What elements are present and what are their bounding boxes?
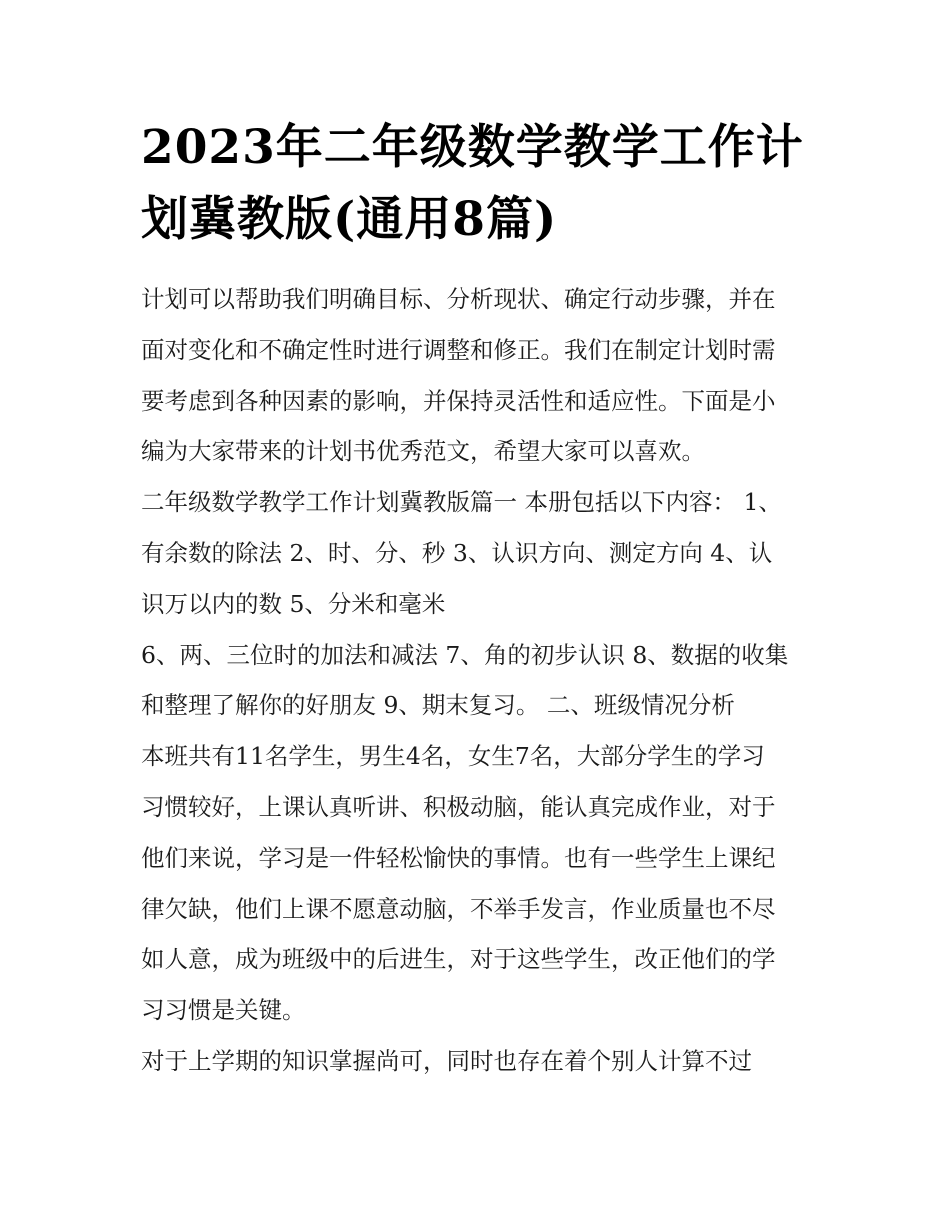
text-line: 识万以内的数 5、分米和毫米 [141, 589, 446, 618]
text-line: 对于上学期的知识掌握尚可，同时也存在着个别人计算不过 [141, 1046, 752, 1075]
document-body [141, 274, 821, 1087]
document-title [141, 112, 821, 256]
text-line: 面对变化和不确定性时进行调整和修正。我们在制定计划时需 [141, 335, 776, 364]
text-line: 二年级数学教学工作计划冀教版篇一 本册包括以下内容： 1、 [141, 488, 782, 517]
text-line: 本班共有11名学生，男生4名，女生7名，大部分学生的学习 [141, 742, 765, 771]
text-line: 6、两、三位时的加法和减法 7、角的初步认识 8、数据的收集 [141, 640, 789, 669]
text-line: 如人意，成为班级中的后进生，对于这些学生，改正他们的学 [141, 945, 776, 974]
document-page [141, 112, 821, 1087]
text-line: 计划可以帮助我们明确目标、分析现状、确定行动步骤，并在 [141, 285, 776, 313]
text-line: 和整理了解你的好朋友 9、期末复习。 二、班级情况分析 [141, 691, 735, 720]
text-line: 要考虑到各种因素的影响，并保持灵活性和适应性。下面是小 [141, 386, 776, 415]
text-line: 习习惯是关键。 [141, 996, 306, 1025]
text-line: 习惯较好，上课认真听讲、积极动脑，能认真完成作业，对于 [141, 792, 776, 821]
title-line: 2023年二年级数学教学工作计 [141, 120, 804, 175]
text-line: 律欠缺，他们上课不愿意动脑，不举手发言，作业质量也不尽 [141, 894, 776, 923]
text-line: 有余数的除法 2、时、分、秒 3、认识方向、测定方向 4、认 [141, 538, 773, 567]
text-line: 编为大家带来的计划书优秀范文，希望大家可以喜欢。 [141, 437, 705, 466]
text-line: 他们来说，学习是一件轻松愉快的事情。也有一些学生上课纪 [141, 843, 776, 872]
title-line: 划冀教版(通用8篇) [141, 192, 558, 247]
